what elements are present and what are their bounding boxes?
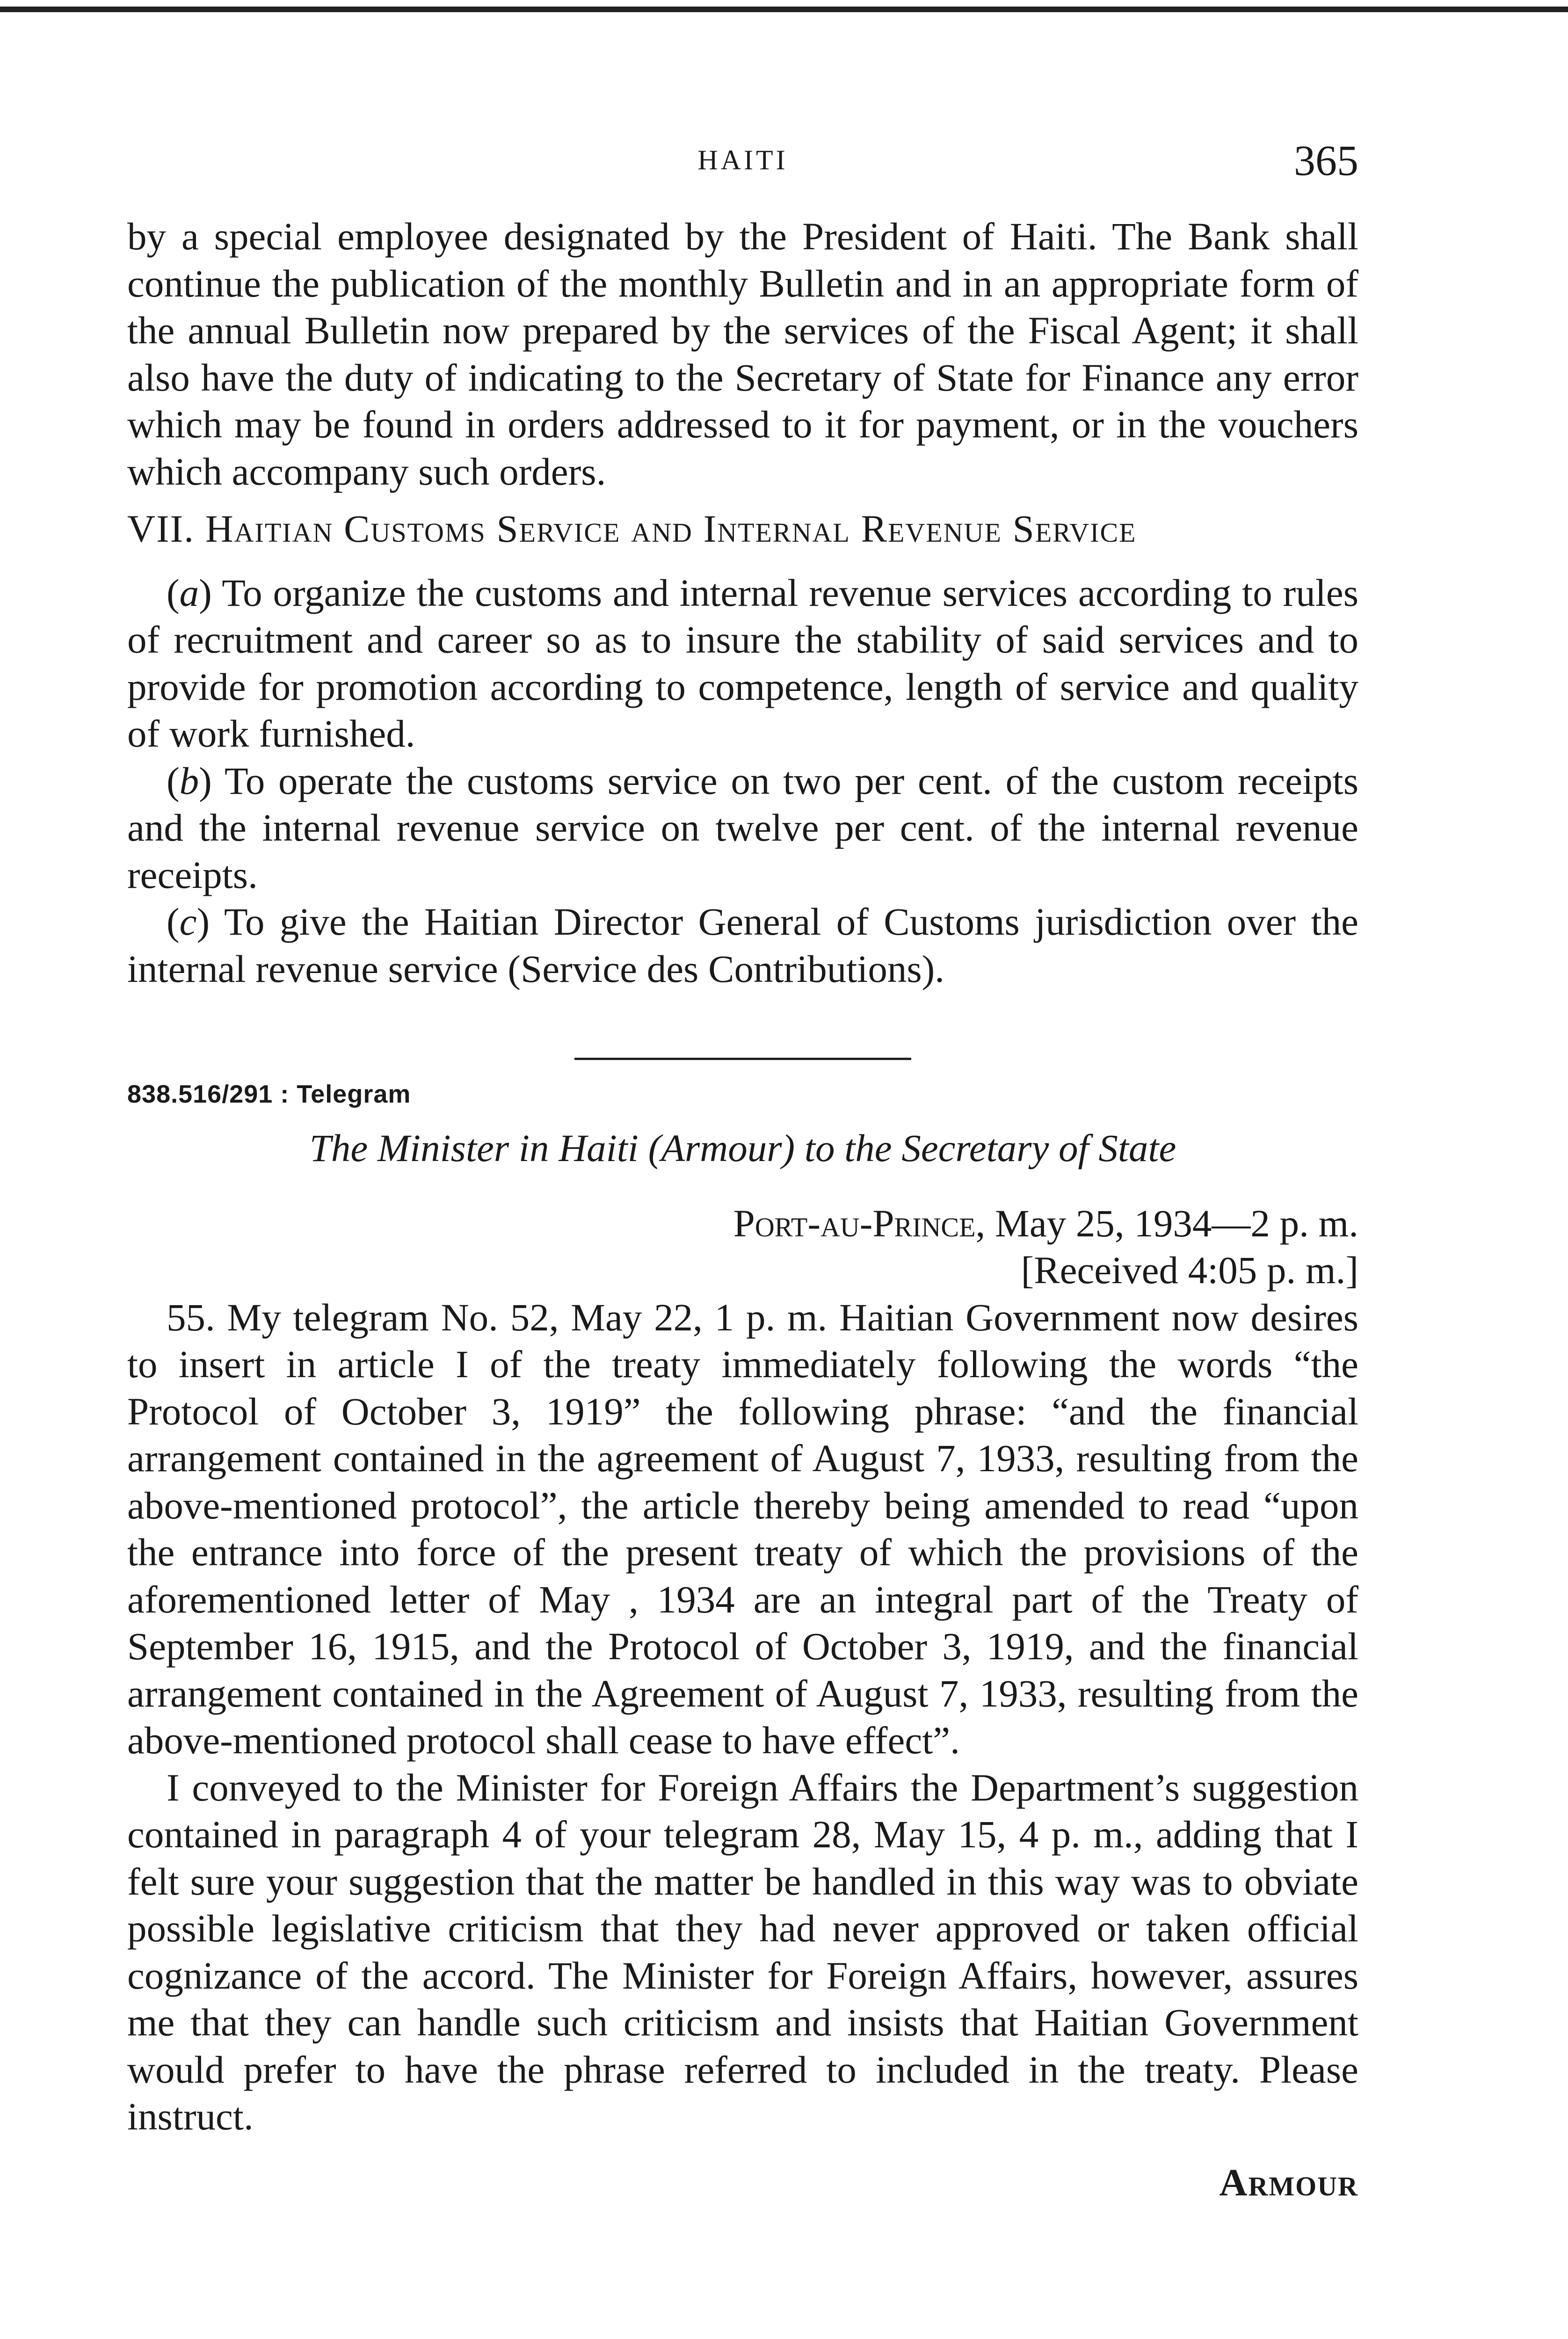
continuation-paragraph: by a special employee designated by the President of Haiti. The Bank shall continue the publication of the monthly Bulletin and in an appropriate form of the annual Bulletin now prepared by the services of the Fiscal Agent; it shall also have the duty of indicating to the Secretary of State for Finance any error which may be found in orders addressed to it for payment, or in the vouchers which accompany such orders. xyxy=(127,215,1358,493)
section-number: VII. xyxy=(127,507,195,550)
file-reference: 838.516/291 : Telegram xyxy=(127,1080,411,1108)
document-title: The Minister in Haiti (Armour) to the Secretary of State xyxy=(309,1126,1176,1170)
section-title: Haitian Customs Service and Internal Revenue Service xyxy=(205,507,1137,550)
section-item-c: (c) To give the Haitian Director General of Customs jurisdiction over the internal revenue service (Service des Contributions). xyxy=(127,900,1359,990)
dateline xyxy=(127,1200,1358,1247)
section-item-b: (b) To operate the customs service on two per cent. of the custom receipts and the internal revenue service on twelve per cent. of the internal revenue receipts. xyxy=(127,759,1359,896)
page-number: 365 xyxy=(1294,137,1358,184)
item-text: To operate the customs service on two per cent. of the custom receipts and the internal revenue service on twelve per cent. of the internal revenue receipts. xyxy=(127,759,1359,896)
running-head xyxy=(127,136,1358,187)
received-note: [Received 4:05 p. m.] xyxy=(1021,1249,1358,1292)
item-text: To give the Haitian Director General of Customs jurisdiction over the internal revenue service (Service des Contributions). xyxy=(127,900,1359,990)
section-item-a: (a) To organize the customs and internal revenue services according to rules of recruitment and career so as to insure the stability of said services and to provide for promotion according to competence, length of service and quality of work furnished. xyxy=(127,571,1359,755)
item-marker: c xyxy=(179,900,197,943)
section-separator xyxy=(574,1058,911,1060)
telegram-paragraph-1: 55. My telegram No. 52, May 22, 1 p. m. Haitian Government now desires to insert in article I of the treaty immediately following the words “the Protocol of October 3, 1919” the following phrase: “and the financial arrangement contained in the agreement of August 7, 1933, resulting from the above-mentioned protocol”, the article thereby being amended to read “upon the entrance into force of the present treaty of which the provisions of the aforementioned letter of May , 1934 are an integral part of the Treaty of September 16, 1915, and the Protocol of October 3, 1919, and the financial arrangement contained in the Agreement of August 7, 1933, resulting from the above-mentioned protocol shall cease to have effect”. xyxy=(127,1295,1358,1762)
signature: Armour xyxy=(1219,2160,1358,2204)
item-text: To organize the customs and internal revenue services according to rules of recruitment and career so as to insure the stability of said services and to provide for promotion according to competence, length of service and quality of work furnished. xyxy=(127,571,1359,755)
running-title: HAITI xyxy=(697,145,788,175)
item-marker: b xyxy=(179,759,199,802)
dateline-place: Port-au-Prince, xyxy=(733,1201,986,1245)
body-text xyxy=(127,213,1358,2206)
section-heading xyxy=(127,505,1358,552)
telegram-paragraph-2: I conveyed to the Minister for Foreign Affairs the Department’s suggestion contained in paragraph 4 of your telegram 28, May 15, 4 p. m., adding that I felt sure your suggestion that the matter be handled in this way was to obviate possible legislative criticism that they had never approved or taken official cognizance of the accord. The Minister for Foreign Affairs, however, assures me that they can handle such criticism and insists that Haitian Government would prefer to have the phrase referred to included in the treaty. Please instruct. xyxy=(127,1765,1358,2138)
top-rule xyxy=(0,7,1568,12)
dateline-time: May 25, 1934—2 p. m. xyxy=(995,1201,1358,1245)
item-marker: a xyxy=(179,571,199,614)
